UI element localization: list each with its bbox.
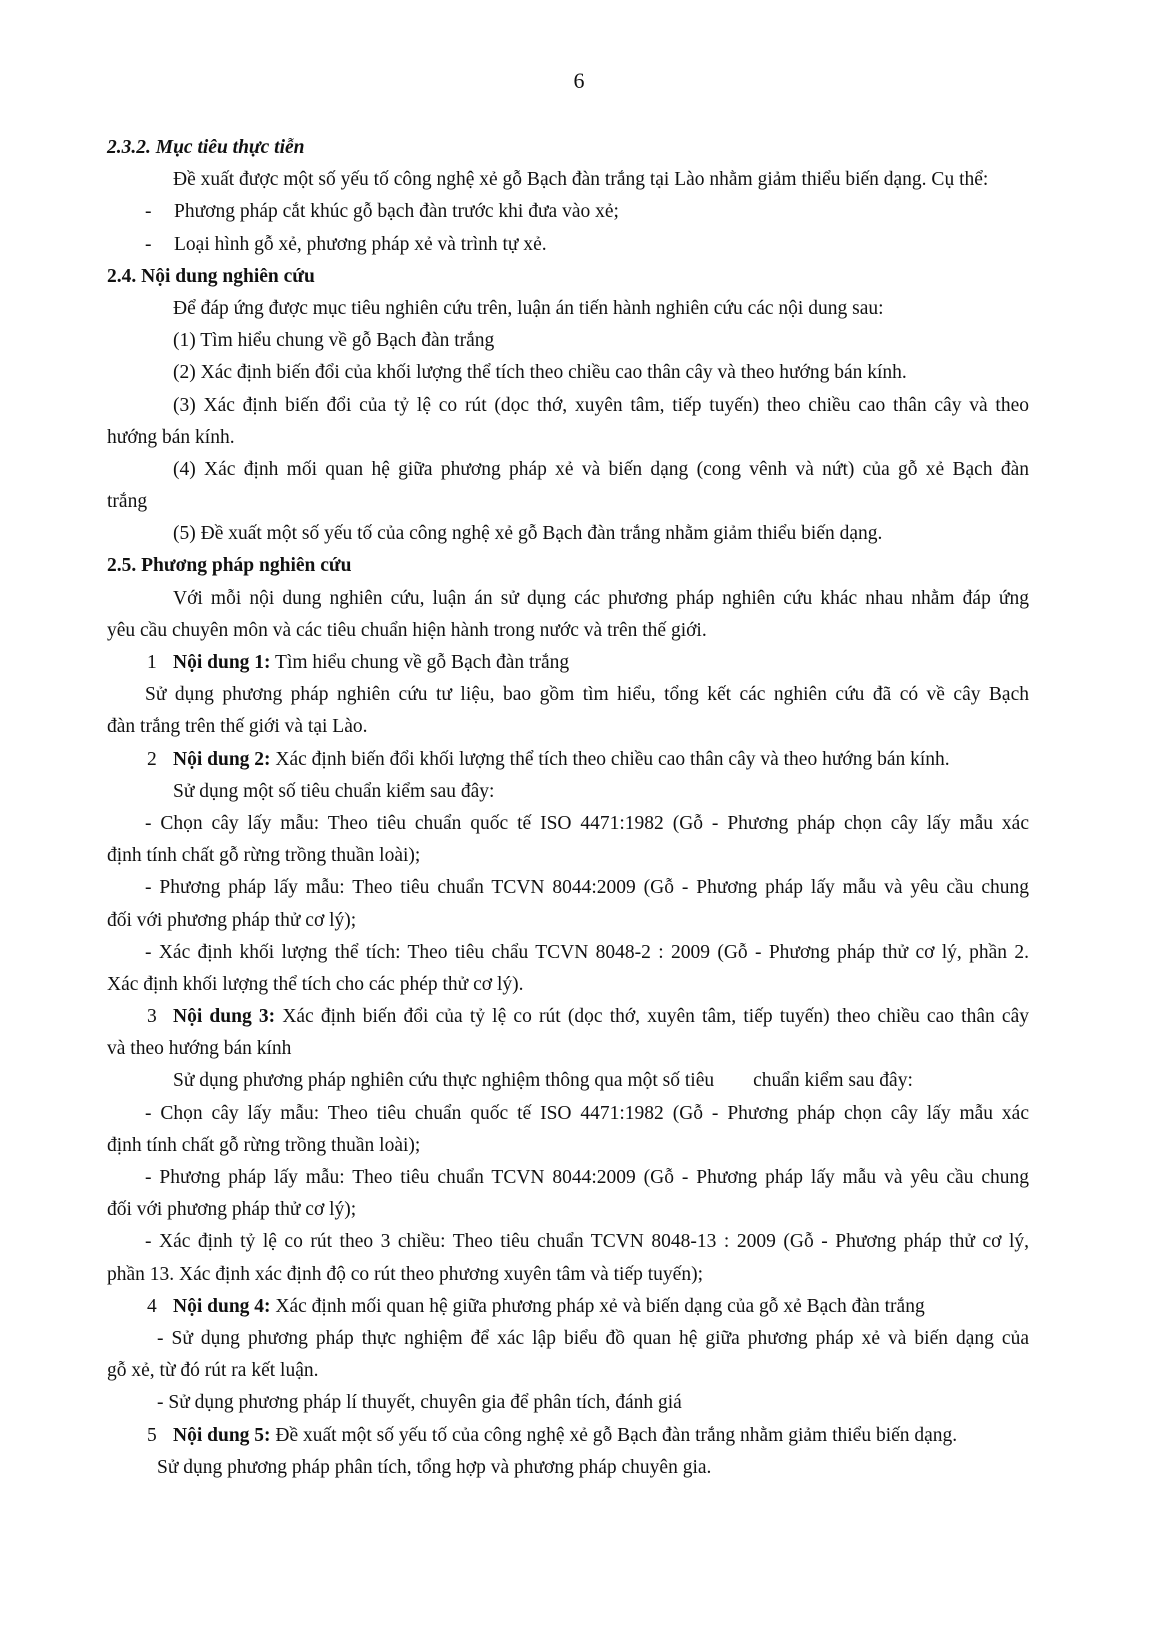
content-item-5: (5) Đề xuất một số yếu tố của công nghệ xẻ gỗ Bạch đàn trắng nhằm giảm thiểu biến dạng. <box>173 523 883 545</box>
list-item <box>107 196 1029 228</box>
standard-item-cont: đối với phương pháp thử cơ lý); <box>107 1199 357 1221</box>
standard-item: - Chọn cây lấy mẫu: Theo tiêu chuẩn quốc tế ISO 4471:1982 (Gỗ - Phương pháp chọn cây lấy mẫu xác <box>145 1102 1029 1124</box>
method-item-cont: gỗ xẻ, từ đó rút ra kết luận. <box>107 1360 319 1382</box>
heading-2-3-2: 2.3.2. Mục tiêu thực tiễn <box>107 137 305 158</box>
method-number: 5 <box>147 1424 157 1446</box>
standard-item-cont: định tính chất gỗ rừng trồng thuần loài); <box>107 1134 421 1156</box>
paragraph: Sử dụng phương pháp nghiên cứu tư liệu, bao gồm tìm hiểu, tổng kết các nghiên cứu đã có về cây Bạch <box>145 684 1029 706</box>
heading-2-5: 2.5. Phương pháp nghiên cứu <box>107 555 352 577</box>
standard-item-cont: phần 13. Xác định xác định độ co rút theo phương xuyên tâm và tiếp tuyến); <box>107 1263 703 1285</box>
method-text: Xác định mối quan hệ giữa phương pháp xẻ và biến dạng của gỗ xẻ Bạch đàn trắng <box>270 1295 925 1317</box>
method-item: - Sử dụng phương pháp lí thuyết, chuyên gia để phân tích, đánh giá <box>157 1392 682 1414</box>
method-label: Nội dung 2: <box>173 748 271 770</box>
content-item-3: (3) Xác định biến đổi của tỷ lệ co rút (dọc thớ, xuyên tâm, tiếp tuyến) theo chiều cao thân cây và theo <box>173 394 1029 416</box>
method-5-title <box>107 1420 1029 1452</box>
standard-item: - Xác định tỷ lệ co rút theo 3 chiều: Theo tiêu chuẩn TCVN 8048-13 : 2009 (Gỗ - Phương pháp thử cơ lý, <box>145 1231 1029 1253</box>
method-text: Xác định biến đổi của tỷ lệ co rút (dọc thớ, xuyên tâm, tiếp tuyến) theo chiều cao thân cây <box>275 1006 1029 1028</box>
method-3-title-cont: và theo hướng bán kính <box>107 1038 292 1060</box>
paragraph-cont: đàn trắng trên thế giới và tại Lào. <box>107 716 368 738</box>
method-number: 2 <box>147 748 157 770</box>
list-item-text: Loại hình gỗ xẻ, phương pháp xẻ và trình tự xẻ. <box>174 233 547 255</box>
content-item-4: (4) Xác định mối quan hệ giữa phương pháp xẻ và biến dạng (cong vênh và nứt) của gỗ xẻ Bạch đàn <box>173 458 1029 480</box>
list-item-text: Phương pháp cắt khúc gỗ bạch đàn trước khi đưa vào xẻ; <box>174 201 619 223</box>
method-label: Nội dung 3: <box>173 1006 276 1028</box>
page-body <box>107 132 1029 1484</box>
method-text: Xác định biến đổi khối lượng thể tích theo chiều cao thân cây và theo hướng bán kính. <box>270 748 950 770</box>
method-item: - Sử dụng phương pháp thực nghiệm để xác lập biểu đồ quan hệ giữa phương pháp xẻ và biến dạng của <box>157 1327 1029 1349</box>
dash-marker: - <box>145 233 152 255</box>
method-text: Đề xuất một số yếu tố của công nghệ xẻ gỗ Bạch đàn trắng nhằm giảm thiểu biến dạng. <box>270 1424 958 1446</box>
page-number: 6 <box>573 68 585 93</box>
paragraph: Sử dụng một số tiêu chuẩn kiểm sau đây: <box>173 780 495 802</box>
method-text: Tìm hiểu chung về gỗ Bạch đàn trắng <box>270 652 570 673</box>
method-number: 1 <box>147 652 157 673</box>
standard-item: - Xác định khối lượng thể tích: Theo tiêu chẩu TCVN 8048-2 : 2009 (Gỗ - Phương pháp thử cơ lý, phần 2. <box>145 941 1029 963</box>
method-label: Nội dung 4: <box>173 1295 271 1317</box>
standard-item-cont: định tính chất gỗ rừng trồng thuần loài); <box>107 845 421 867</box>
content-item-4-cont: trắng <box>107 491 148 513</box>
paragraph: Sử dụng phương pháp nghiên cứu thực nghiệm thông qua một số tiêu chuẩn kiểm sau đây: <box>173 1070 913 1092</box>
standard-item: - Phương pháp lấy mẫu: Theo tiêu chuẩn TCVN 8044:2009 (Gỗ - Phương pháp lấy mẫu và yêu cầu chung <box>145 877 1029 899</box>
list-item <box>107 229 1029 261</box>
standard-item: - Phương pháp lấy mẫu: Theo tiêu chuẩn TCVN 8044:2009 (Gỗ - Phương pháp lấy mẫu và yêu cầu chung <box>145 1167 1029 1188</box>
standard-item: - Chọn cây lấy mẫu: Theo tiêu chuẩn quốc tế ISO 4471:1982 (Gỗ - Phương pháp chọn cây lấy mẫu xác <box>145 812 1029 834</box>
content-item-2: (2) Xác định biến đổi của khối lượng thể tích theo chiều cao thân cây và theo hướng bán kính. <box>173 362 907 384</box>
heading-2-4: 2.4. Nội dung nghiên cứu <box>107 265 315 287</box>
standard-item-cont: Xác định khối lượng thể tích cho các phép thử cơ lý). <box>107 973 524 995</box>
content-item-3-cont: hướng bán kính. <box>107 426 235 448</box>
paragraph-cont: yêu cầu chuyên môn và các tiêu chuẩn hiện hành trong nước và trên thế giới. <box>107 619 707 641</box>
method-1-title <box>107 647 1029 679</box>
dash-marker: - <box>145 201 152 223</box>
paragraph: Với mỗi nội dung nghiên cứu, luận án sử dụng các phương pháp nghiên cứu khác nhau nhằm đáp ứng <box>173 587 1029 609</box>
method-2-title <box>107 744 1029 776</box>
paragraph: Sử dụng phương pháp phân tích, tổng hợp và phương pháp chuyên gia. <box>157 1456 712 1478</box>
method-number: 3 <box>147 1006 157 1028</box>
method-4-title <box>107 1291 1029 1323</box>
paragraph: Để đáp ứng được mục tiêu nghiên cứu trên, luận án tiến hành nghiên cứu các nội dung sau: <box>173 297 884 319</box>
method-3-title <box>107 1001 1029 1033</box>
method-number: 4 <box>147 1295 157 1317</box>
method-label: Nội dung 1: <box>173 652 271 673</box>
standard-item-cont: đối với phương pháp thử cơ lý); <box>107 909 357 931</box>
content-item-1: (1) Tìm hiểu chung về gỗ Bạch đàn trắng <box>173 330 495 352</box>
method-label: Nội dung 5: <box>173 1424 271 1446</box>
paragraph: Đề xuất được một số yếu tố công nghệ xẻ gỗ Bạch đàn trắng tại Lào nhằm giảm thiểu biến dạng. Cụ thể: <box>173 169 989 191</box>
